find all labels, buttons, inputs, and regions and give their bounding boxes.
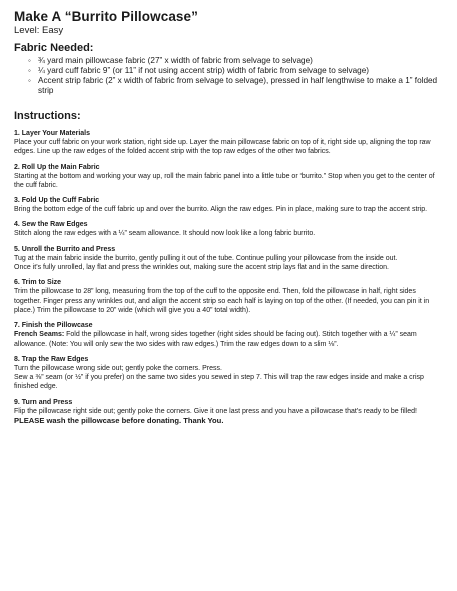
fabric-item-main: ◦ ¾ yard main pillowcase fabric (27” x width of fabric from selvage to selvage) <box>14 56 443 66</box>
step-title: 3. Fold Up the Cuff Fabric <box>14 197 100 205</box>
step-1 <box>14 129 443 157</box>
step-body: Bring the bottom edge of the cuff fabric up and over the burrito. Align the raw edges. Pin in place, making sure to trap the accent strip. <box>14 206 428 214</box>
step-5 <box>14 245 443 273</box>
page-title: Make A “Burrito Pillowcase” <box>14 9 199 24</box>
step-6 <box>14 278 443 315</box>
step-paragraph: Sew a ⅜” seam (or ½” if you prefer) on the same two sides you sewed in step 7. This will trap the raw edges inside and make a crisp finished edge. <box>14 374 424 391</box>
step-body: Place your cuff fabric on your work station, right side up. Layer the main pillowcase fabric on top of it, right side up, aligning the top raw edges. Line up the raw edges of the folded accent strip with the top raw edges of the other two fabrics. <box>14 139 431 156</box>
step-3 <box>14 196 443 214</box>
fabric-item-accent: ◦ Accent strip fabric (2” x width of fabric from selvage to selvage), pressed in half lengthwise to make a 1” folded strip <box>14 76 443 96</box>
final-note: PLEASE wash the pillowcase before donating. Thank You. <box>14 416 224 426</box>
step-body: Stitch along the raw edges with a ¼” seam allowance. It should now look like a long fabric burrito. <box>14 230 316 238</box>
step-title: 2. Roll Up the Main Fabric <box>14 163 100 171</box>
french-seams-label: French Seams: <box>14 331 65 339</box>
fabric-needed-heading: Fabric Needed: <box>14 42 94 54</box>
step-title: 8. Trap the Raw Edges <box>14 355 89 363</box>
step-body <box>14 364 443 392</box>
step-paragraph: Tug at the main fabric inside the burrito, gently pulling it out of the tube. Continue pulling your pillowcase from the inside out. <box>14 254 398 262</box>
step-body: Flip the pillowcase right side out; gently poke the corners. Give it one last press and you have a pillowcase that’s ready to be filled! <box>14 407 417 415</box>
difficulty-level: Level: Easy <box>14 25 64 36</box>
step-8 <box>14 355 443 392</box>
step-body <box>14 254 443 273</box>
step-title: 5. Unroll the Burrito and Press <box>14 245 116 253</box>
step-4 <box>14 220 443 238</box>
step-9 <box>14 398 443 416</box>
step-title: 1. Layer Your Materials <box>14 130 90 137</box>
fabric-list <box>14 56 443 96</box>
step-paragraph: Once it’s fully unrolled, lay flat and press the wrinkles out, making sure the accent strip lays flat and in the same direction. <box>14 264 389 272</box>
step-body <box>14 330 443 349</box>
instructions-heading: Instructions: <box>14 110 81 122</box>
step-paragraph: Turn the pillowcase wrong side out; gently poke the corners. Press. <box>14 364 222 372</box>
step-title: 4. Sew the Raw Edges <box>14 221 88 229</box>
step-title: 7. Finish the Pillowcase <box>14 322 93 330</box>
step-7 <box>14 321 443 349</box>
step-body: Trim the pillowcase to 28” long, measuring from the top of the cuff to the opposite end. Then, fold the pillowcase in half, right sides together. Finger press any wrinkles out, and align the accent strip so each half is laying on top of the other. (If needed, you can pin it in place.) Trim the pillowcase to 20” wide (which will give you a 40” total width). <box>14 288 430 314</box>
step-2 <box>14 163 443 191</box>
step-body: Starting at the bottom and working your way up, roll the main fabric panel into a little tube or “burrito.” Stop when you get to the center of the cuff fabric. <box>14 172 435 189</box>
fabric-item-cuff: ◦ ¼ yard cuff fabric 9” (or 11” if not using accent strip) width of fabric from selvage to selvage) <box>14 66 443 76</box>
step-title: 6. Trim to Size <box>14 279 62 287</box>
step-title: 9. Turn and Press <box>14 398 73 406</box>
step-text: Fold the pillowcase in half, wrong sides together (right sides should be facing out). Stitch together with a ¼” seam allowance. (Note: You will only sew the two sides with raw edges.) Trim the raw edges down to a slim ⅛”. <box>14 331 417 348</box>
